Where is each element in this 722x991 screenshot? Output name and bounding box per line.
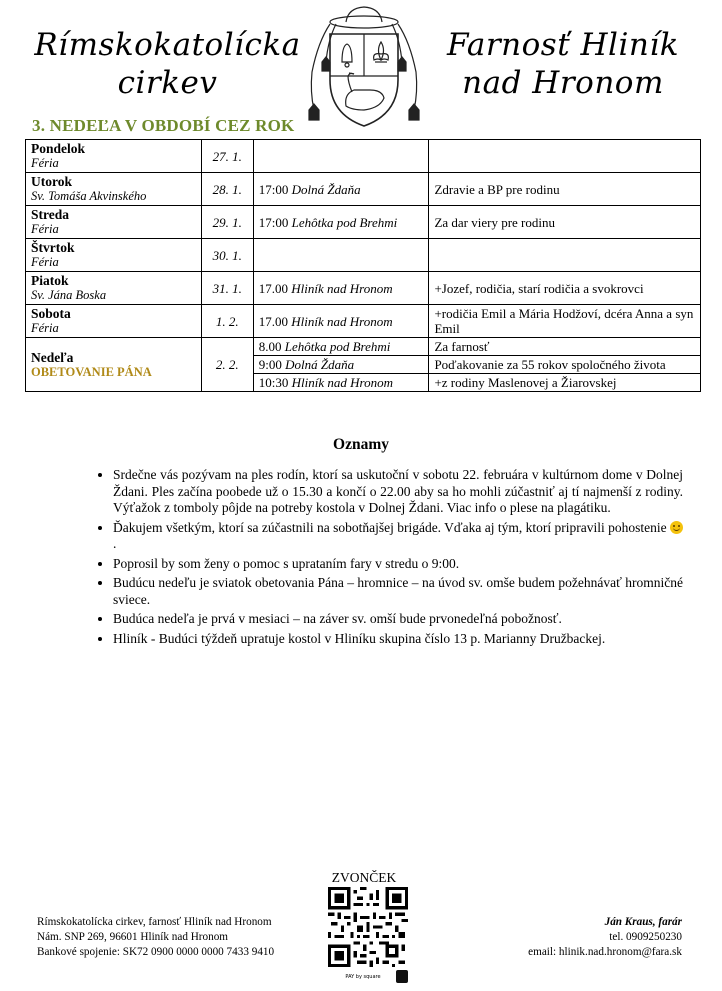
mass-place: Lehôtka pod Brehmi xyxy=(284,339,391,354)
day-cell xyxy=(26,305,202,338)
table-row xyxy=(26,140,701,173)
mass-place: Lehôtka pod Brehmi xyxy=(291,214,398,230)
date-cell: 30. 1. xyxy=(201,239,253,272)
intention-cell xyxy=(429,140,701,173)
notice-text: Ďakujem všetkým, ktorí sa zúčastnili na sobotňajšej brigáde. Vďaka aj tým, ktorí pripravili pohostenie xyxy=(113,519,667,535)
table-row xyxy=(26,206,701,239)
day-name: Piatok xyxy=(31,273,69,288)
mass-time: 10:30 xyxy=(258,375,289,390)
table-row xyxy=(26,305,701,338)
announcements-list xyxy=(88,467,683,650)
list-item: • Ďakujem všetkým, ktorí sa zúčastnili na sobotňajšej brigáde. Vďaka aj tým, ktorí pripravili pohostenie . xyxy=(113,520,683,553)
time-place-cell xyxy=(253,338,429,356)
feast-name: OBETOVANIE PÁNA xyxy=(31,364,152,379)
intention-cell: Zdravie a BP pre rodinu xyxy=(429,173,701,206)
intention-cell: Za dar viery pre rodinu xyxy=(429,206,701,239)
time-place-cell xyxy=(253,305,429,338)
date-cell: 31. 1. xyxy=(201,272,253,305)
time-place-cell xyxy=(253,206,429,239)
day-name: Sobota xyxy=(31,306,71,321)
list-item: • Poprosil by som ženy o pomoc s uprataním fary v stredu o 9:00. xyxy=(113,556,683,573)
intention-cell xyxy=(429,239,701,272)
time-place-cell xyxy=(253,140,429,173)
day-name: Pondelok xyxy=(31,141,86,156)
table-row xyxy=(26,173,701,206)
week-title: 3. NEDEĽA V OBDOBÍ CEZ ROK xyxy=(32,116,295,135)
date-cell: 27. 1. xyxy=(201,140,253,173)
footer-address xyxy=(37,915,274,960)
time-place-cell xyxy=(253,272,429,305)
day-cell xyxy=(26,206,202,239)
pay-logo-icon xyxy=(396,970,408,983)
day-subtitle: Féria xyxy=(31,255,59,269)
intention-cell: +rodičia Emil a Mária Hodžoví, dcéra Anna a syn Emil xyxy=(429,305,701,338)
mass-time: 17:00 xyxy=(258,181,289,197)
coat-of-arms xyxy=(300,2,428,130)
date-cell: 29. 1. xyxy=(201,206,253,239)
time-place-cell xyxy=(253,374,429,392)
header-right-line1: Farnosť Hliník xyxy=(446,27,680,63)
mass-place: Hliník nad Hronom xyxy=(291,375,393,390)
intention-cell: +Jozef, rodičia, starí rodičia a svokrovci xyxy=(429,272,701,305)
header-left-line2: cirkev xyxy=(117,65,218,101)
day-name: Utorok xyxy=(31,174,73,189)
footer-email: email: hlinik.nad.hronom@fara.sk xyxy=(528,946,682,958)
header-right-line2: nad Hronom xyxy=(462,65,664,101)
footer-priest: Ján Kraus, farár xyxy=(604,916,682,928)
time-place-cell xyxy=(253,356,429,374)
day-subtitle: Féria xyxy=(31,222,59,236)
intention-cell: +z rodiny Maslenovej a Žiarovskej xyxy=(429,374,701,392)
footer-street: Nám. SNP 269, 96601 Hliník nad Hronom xyxy=(37,931,229,943)
mass-time: 17:00 xyxy=(258,214,289,230)
list-item: • Srdečne vás pozývam na ples rodín, ktorí sa uskutoční v sobotu 22. februára v kultúrnom dome v Dolnej Ždani. Ples začína poobede už o 15.30 a končí o 22.00 aby sa ho mohli zúčastniť aj tí najmenší z rodiny. Výťažok z tomboly pôjde na potreby kostola v Dolnej Ždani. Viac info o plese na plagátiku. xyxy=(113,467,683,517)
day-subtitle: Féria xyxy=(31,156,59,170)
header-right xyxy=(432,26,694,102)
table-row xyxy=(26,272,701,305)
list-item: • Budúca nedeľa je prvá v mesiaci – na záver sv. omší bude prvonedeľná pobožnosť. xyxy=(113,611,683,628)
time-place-cell xyxy=(253,239,429,272)
pay-by-square-badge xyxy=(330,970,410,984)
mass-time: 17.00 xyxy=(258,313,288,329)
list-item: • Budúcu nedeľu je sviatok obetovania Pána – hromnice – na úvod sv. omše budem požehnávať hromničné sviece. xyxy=(113,575,683,608)
qr-code-icon xyxy=(328,887,408,967)
mass-time: 8.00 xyxy=(258,339,282,354)
date-cell: 2. 2. xyxy=(201,338,253,392)
announcements-title: Oznamy xyxy=(333,436,389,453)
table-row xyxy=(26,338,701,356)
header-left xyxy=(30,26,305,102)
mass-place: Hliník nad Hronom xyxy=(291,313,393,329)
day-cell xyxy=(26,272,202,305)
time-place-cell xyxy=(253,173,429,206)
header-left-line1: Rímskokatolícka xyxy=(34,27,301,63)
footer-parish: Rímskokatolícka cirkev, farnosť Hliník nad Hronom xyxy=(37,916,272,928)
day-subtitle: Sv. Jána Boska xyxy=(31,288,107,302)
day-cell xyxy=(26,173,202,206)
footer-bank: Bankové spojenie: SK72 0900 0000 0000 7433 9410 xyxy=(37,946,275,958)
mass-place: Dolná Ždaňa xyxy=(285,357,355,372)
day-subtitle: Sv. Tomáša Akvinského xyxy=(31,189,147,203)
mass-time: 9:00 xyxy=(258,357,282,372)
day-name: Streda xyxy=(31,207,70,222)
day-subtitle: Féria xyxy=(31,321,59,335)
intention-cell: Za farnosť xyxy=(429,338,701,356)
date-cell: 28. 1. xyxy=(201,173,253,206)
day-cell xyxy=(26,239,202,272)
day-cell xyxy=(26,338,202,392)
mass-schedule-table xyxy=(25,139,701,392)
table-row xyxy=(26,239,701,272)
mass-place: Hliník nad Hronom xyxy=(291,280,393,296)
footer-phone: tel. 0909250230 xyxy=(609,931,682,943)
day-name: Nedeľa xyxy=(31,349,74,365)
intention-cell: Poďakovanie za 55 rokov spoločného života xyxy=(429,356,701,374)
date-cell: 1. 2. xyxy=(201,305,253,338)
mass-time: 17.00 xyxy=(258,280,288,296)
smiley-icon xyxy=(670,521,683,534)
bell-label: ZVONČEK xyxy=(331,870,397,885)
mass-place: Dolná Ždaňa xyxy=(291,181,361,197)
day-name: Štvrtok xyxy=(31,240,75,255)
day-cell xyxy=(26,140,202,173)
list-item: • Hliník - Budúci týždeň upratuje kostol v Hliníku skupina číslo 13 p. Marianny Družbackej. xyxy=(113,631,683,648)
pay-label: PAY by square xyxy=(345,974,381,980)
footer-contact xyxy=(528,915,682,960)
